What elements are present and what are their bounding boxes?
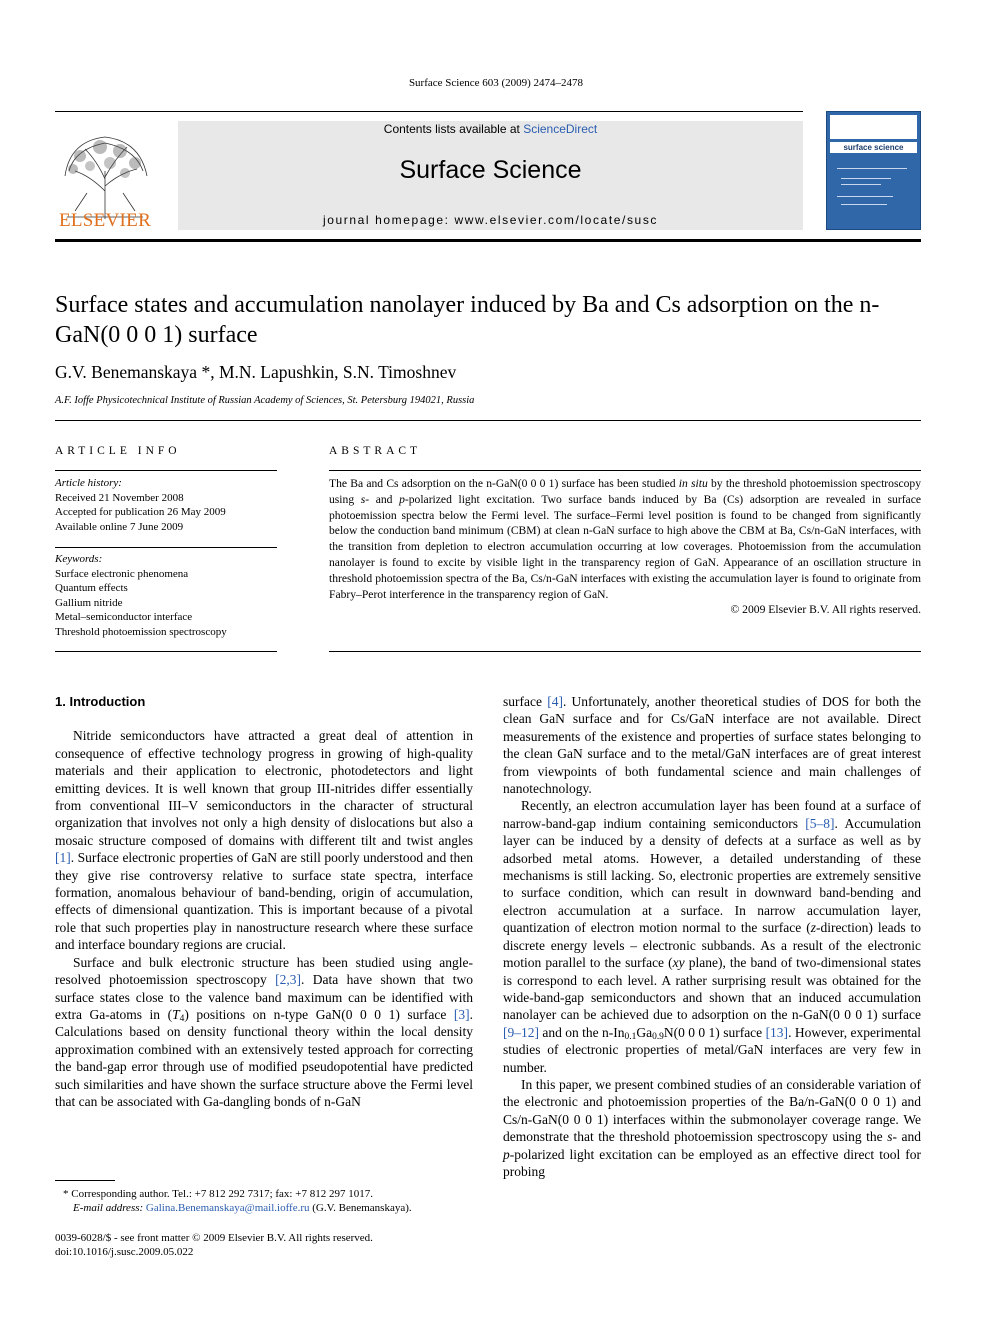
body-paragraph: surface [4]. Unfortunately, another theoretical studies of DOS for both the clean GaN surface and for Cs/GaN interface are not available. Direct measurements of the existence and properties of surface states belonging to the clean GaN surface and to the metal/GaN interfaces are of great interest from viewpoints of both fundamental science and main challenges of nanotechnology. [503, 694, 921, 797]
citation-link[interactable]: [2,3] [275, 972, 301, 988]
keyword-item: Gallium nitride [55, 596, 123, 609]
abstract-heading: ABSTRACT [329, 445, 422, 457]
keyword-item: Quantum effects [55, 582, 128, 594]
elsevier-wordmark: ELSEVIER [58, 210, 152, 231]
abstract-top-rule [329, 470, 921, 471]
received-date: Received 21 November 2008 [55, 491, 184, 504]
author-list: G.V. Benemanskaya *, M.N. Lapushkin, S.N. Timoshnev [55, 362, 457, 382]
abstract-bottom-rule [329, 651, 921, 652]
cover-line [841, 178, 891, 179]
cover-line [841, 184, 881, 185]
cover-top-panel [830, 115, 917, 139]
citation-link[interactable]: [13] [765, 1024, 789, 1040]
journal-homepage[interactable]: journal homepage: www.elsevier.com/locate/susc [322, 213, 659, 227]
keywords-rule [55, 651, 277, 652]
body-paragraph: Nitride semiconductors have attracted a great deal of attention in consequence of effective technology progress in growing of high-quality materials and their application to electronic, photodetectors and light emitting devices. It is well known that group III-nitrides differ essentially from conventional III–V semiconductors in the character of structural organization that involves not only a high density of dislocations but also a mosaic structure composed of domains with different tilt and twist angles [1]. Surface electronic properties of GaN are still poorly understood and then they give rise controversy relative to surface state spectra, interface formation, anomalous behaviour of band-bending, origin of accumulation, effects of dimensional quantization. This is important because of a pivotal role that such properties play in nanostructure research where these surface and interface boundary regions are crucial. [55, 728, 473, 953]
copyright-notice: © 2009 Elsevier B.V. All rights reserved. [730, 603, 921, 617]
abstract-text: The Ba and Cs adsorption on the n-GaN(0 0 0 1) surface has been studied in situ by the threshold photoemission spectroscopy using s- and p-polarized light excitation. Two surface bands induced by Ba (Cs) adsorption are revealed in surface photoemission spectra below the Fermi level. The surface–Fermi level position is found to be changed from significantly below the conduction band minimum (CBM) at clean n-GaN surface to high above the CBM at Ba, Cs/n-GaN interfaces, with the transition from depletion to electron accumulation occurring at low coverages. Photoemission from the accumulation nanolayer is found to excite by visible light in the transparency region of GaN. Appearance of an oscillation structure in threshold photoemission spectra of the Ba, Cs/n-GaN interfaces with existing the accumulation layer is found to originate from Fabry–Perot interference in the transparency region of GaN. © 2009 Elsevier B.V. All rights reserved. [329, 477, 921, 617]
journal-name: Surface Science [399, 156, 582, 184]
article-title: Surface states and accumulation nanolayer induced by Ba and Cs adsorption on the n-GaN(0 0 0 1) surface [55, 292, 880, 348]
keyword-item: Threshold photoemission spectroscopy [55, 625, 227, 638]
email-line [55, 1201, 473, 1215]
journal-reference: Surface Science 603 (2009) 2474–2478 [408, 77, 584, 89]
issn-line: 0039-6028/$ - see front matter © 2009 Elsevier B.V. All rights reserved. [55, 1232, 373, 1244]
online-date: Available online 7 June 2009 [55, 520, 184, 533]
body-paragraph: Recently, an electron accumulation layer has been found at a surface of narrow-band-gap indium containing semiconductors [5–8]. Accumulation layer can be induced by a density of defects at a surface as well as by adsorbed metal atoms. However, a detailed understanding of these mechanisms is still lacking. So, electronic properties are extremely sensitive to surface condition, which can result in downward band-bending and electron accumulation at a surface. In narrow accumulation layer, quantization of electron motion normal to the surface (z-direction) leads to discrete energy levels – electronic subbands. As a result of the electronic motion parallel to the surface (xy plane), the band of two-dimensional states is correspond to each level. A rather surprising result was obtained for the wide-band-gap semiconductors and shown that an induced accumulation nanolayer can be achieved due to adsorption on the n-GaN(0 0 0 1) surface [9–12] and on the $n-In_{0.1}Ga_{0.9}N(0$ 0 0 1) surface [13]. However, experimental studies of electronic properties of metal/GaN interfaces are very few in number. [503, 798, 921, 1075]
body-column-right [503, 693, 921, 1180]
body-column-left [55, 693, 473, 1110]
affiliation: A.F. Ioffe Physicotechnical Institute of Russian Academy of Sciences, St. Petersburg 194021, Russia [55, 395, 475, 406]
footnote [55, 1187, 473, 1215]
footnote-rule [55, 1180, 115, 1181]
citation-link[interactable]: [1] [55, 850, 71, 866]
history-rule [55, 547, 277, 548]
article-history [55, 476, 277, 534]
email-link[interactable]: Galina.Benemanskaya@mail.ioffe.ru [145, 1202, 310, 1215]
email-label: E-mail address: [73, 1202, 146, 1215]
front-matter-info [55, 1231, 473, 1259]
body-paragraph: Surface and bulk electronic structure has been studied using angle-resolved photoemission spectroscopy [2,3]. Data have shown that two surface states close to the valence band maximum can be identified with extra Ga-atoms in $(T_4)$ positions on n-type GaN(0 0 0 1) surface [3]. Calculations based on density functional theory within the local density approximation combined with an extensively tested approach for correcting the band-gap error through use of modified pseudopotential have predicted such similarities and have shown the surface structure above the Fermi level that can be associated with Ga-dangling bonds of n-GaN [55, 954, 474, 1109]
doi-line[interactable]: doi:10.1016/j.susc.2009.05.022 [55, 1246, 194, 1259]
cover-title: surface science [830, 142, 917, 153]
corresponding-author-note: * Corresponding author. Tel.: +7 812 292 7317; fax: +7 812 297 1017. [63, 1188, 373, 1200]
journal-cover-thumbnail[interactable] [826, 111, 921, 230]
article-info-rule [55, 470, 277, 471]
keyword-item: Metal–semiconductor interface [55, 611, 193, 623]
article-info-heading: ARTICLE INFO [55, 445, 181, 457]
keywords-block [55, 552, 277, 639]
citation-link[interactable]: [9–12] [503, 1024, 539, 1040]
header-top-rule [55, 111, 803, 112]
cover-line [837, 168, 907, 169]
keywords-label: Keywords: [55, 553, 103, 565]
accepted-date: Accepted for publication 26 May 2009 [55, 506, 226, 518]
cover-line [841, 204, 887, 205]
contents-line [178, 122, 803, 136]
cover-line [837, 196, 893, 197]
citation-link[interactable]: [5–8] [805, 815, 835, 831]
header-bottom-rule [55, 239, 921, 242]
citation-link[interactable]: [3] [453, 1006, 470, 1022]
title-divider [55, 420, 921, 421]
body-paragraph: In this paper, we present combined studies of an considerable variation of the electronic and photoemission properties of the Ba/n-GaN(0 0 0 1) and Cs/n-GaN(0 0 0 1) interfaces within the submonolayer coverage range. We demonstrate that the threshold photoemission spectroscopy using the s- and p-polarized light excitation can be employed as an effective direct tool for probing [503, 1076, 921, 1179]
citation-link[interactable]: [4] [547, 694, 563, 709]
history-label: Article history: [55, 477, 122, 489]
section-heading: 1. Introduction [55, 694, 146, 709]
contents-prefix: Contents lists available at [383, 122, 524, 136]
keyword-item: Surface electronic phenomena [55, 567, 189, 580]
sciencedirect-link[interactable]: ScienceDirect [523, 122, 598, 136]
email-suffix: (G.V. Benemanskaya). [309, 1202, 412, 1215]
